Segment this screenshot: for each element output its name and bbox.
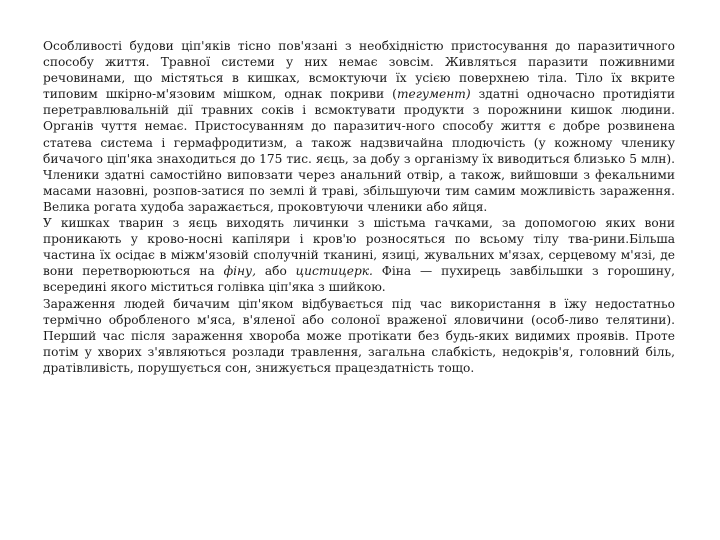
paragraph-3-text: Зараження людей бичачим ціп'яком відбувається під час використання в їжу недостатньо термічно обробленого м'яса, в'яленої або солоної враженої яловичини (особ-ливо телятини). Перший час після зараження хвороба може протікати без будь-яких видимих проявів. Проте потім у хворих з'являються розлади травлення, загальна слабкість, недокрів'я, головний біль, дратівливість, порушується сон, знижується працездатність тощо. <box>43 296 675 375</box>
paragraph-2-text-c: Фіна — пухирець завбільшки з горошину, всередині якого міститься голівка ціп'яка з шийкою. <box>43 264 675 295</box>
paragraph-2 <box>43 215 675 295</box>
body-text <box>43 38 675 376</box>
paragraph-1 <box>43 38 675 215</box>
paragraph-2-text-a: У кишках тварин з яєць виходять личинки з шістьма гачками, за допомогою яких вони проникають у крово-носні капіляри і кров'ю розносяться по всьому тілу тва-рини.Більша частина їх осідає в міжм'язовій сполучній тканині, язиці, жувальних м'язах, серцевому м'язі, де вони перетворюються на <box>43 216 675 279</box>
paragraph-1-text-a: Особливості будови ціп'яків тісно пов'язані з необхідністю пристосування до паразитичного способу життя. Травної системи у них немає зовсім. Живляться паразити поживними речовинами, що містяться в кишках, всмоктуючи їх усією поверхнею тіла. Тіло їх вкрите типовим шкірно-м'язовим мішком, однак покриви ( <box>43 39 675 102</box>
paragraph-2-text-b: або <box>256 264 296 279</box>
term-fina: фіну, <box>223 264 257 279</box>
term-tegument: тегумент) <box>396 87 471 102</box>
paragraph-3 <box>43 296 675 376</box>
paragraph-1-text-b: здатні одночасно протидіяти перетравлювальній дії травних соків і всмоктувати продукти з порожнини кишок людини. Органів чуття немає. Пристосуванням до паразитич-ного способу життя є добре розвинена статева система і гермафродитизм, а також надзвичайна плодючість (у кожному членику бичачого ціп'яка знаходиться до 175 тис. яєць, за добу з організму їх виводиться близько 5 млн). Членики здатні самостійно виповзати через анальний отвір, а також, вийшовши з фекальними масами назовні, розпов-затися по землі й траві, збільшуючи тим самим можливість зараження. Велика рогата худоба заражається, проковтуючи членики або яйця. <box>43 87 675 214</box>
term-cysticercus: цистицерк. <box>295 264 373 279</box>
